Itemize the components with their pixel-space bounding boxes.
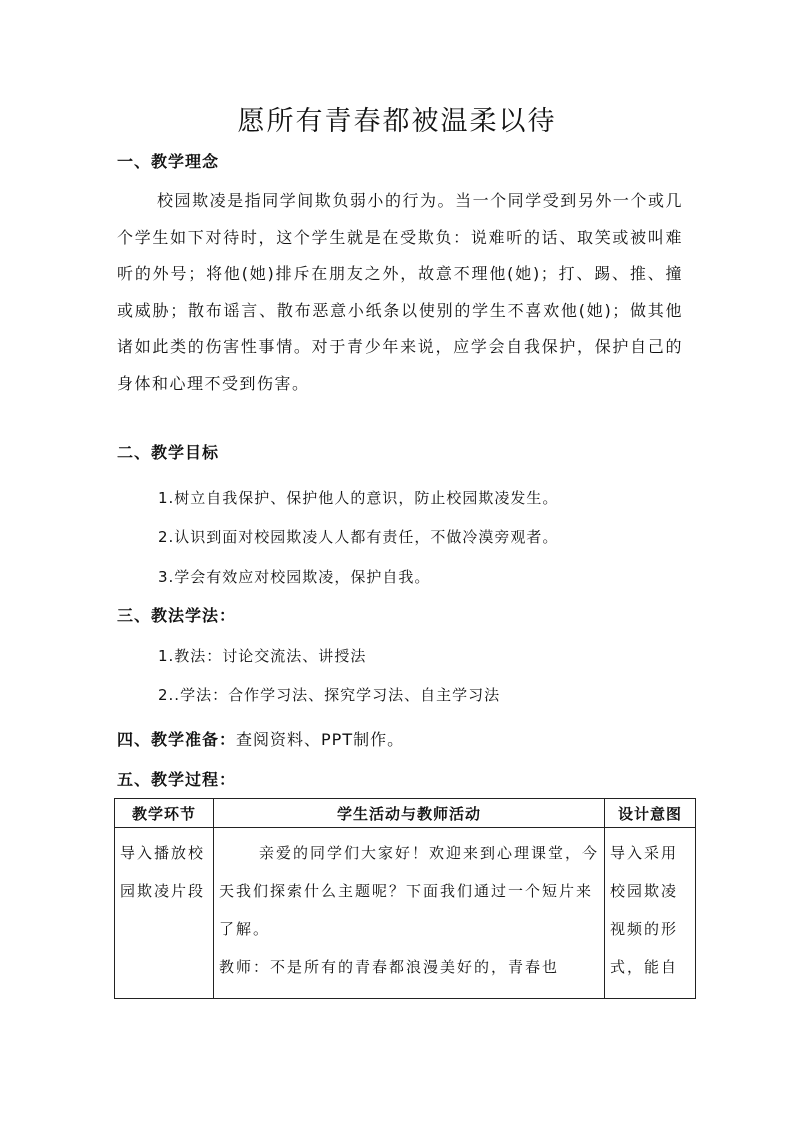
goal-item-3: 3.学会有效应对校园欺凌，保护自我。 <box>158 568 431 586</box>
header-stage: 教学环节 <box>115 799 214 828</box>
header-intent: 设计意图 <box>605 799 696 828</box>
activity-paragraph-1: 亲爱的同学们大家好！欢迎来到心理课堂，今天我们探索什么主题呢？下面我们通过一个短片来了解。 <box>219 844 600 938</box>
activity-paragraph-2: 教师：不是所有的青春都浪漫美好的，青春也 <box>219 958 560 976</box>
document-title: 愿所有青春都被温柔以待 <box>237 106 557 137</box>
goal-item-2: 2.认识到面对校园欺凌人人都有责任，不做冷漠旁观者。 <box>158 528 559 546</box>
method-item-2: 2..学法：合作学习法、探究学习法、自主学习法 <box>158 686 501 704</box>
teaching-philosophy-paragraph: 校园欺凌是指同学间欺负弱小的行为。当一个同学受到另外一个或几个学生如下对待时，这个学生就是在受欺负：说难听的话、取笑或被叫难听的外号；将他(她)排斥在朋友之外，故意不理他(她)；打、踢、推、撞或威胁；散布谣言、散布恶意小纸条以使别的学生不喜欢他(她)；做其他诸如此类的伤害性事情。对于青少年来说，应学会自我保护，保护自己的身体和心理不受到伤害。 <box>117 191 683 393</box>
cell-stage: 导入播放校园欺凌片段 <box>115 828 214 999</box>
table-row <box>115 828 696 999</box>
cell-intent: 导入采用校园欺凌视频的形式，能自 <box>605 828 696 999</box>
method-item-1: 1.教法：讨论交流法、讲授法 <box>158 647 367 665</box>
teaching-process-table <box>114 798 696 999</box>
cell-activity <box>214 828 605 999</box>
section-heading-methods: 三、教法学法： <box>117 606 237 625</box>
section-heading-teaching-goals: 二、教学目标 <box>117 443 220 462</box>
preparation-value: 查阅资料、PPT制作。 <box>236 730 405 749</box>
section-heading-preparation <box>117 727 404 750</box>
preparation-label: 四、教学准备： <box>117 730 237 749</box>
goal-item-1: 1.树立自我保护、保护他人的意识，防止校园欺凌发生。 <box>158 489 559 507</box>
section-heading-process: 五、教学过程： <box>117 770 237 789</box>
header-activity: 学生活动与教师活动 <box>214 799 605 828</box>
section-heading-teaching-philosophy: 一、教学理念 <box>117 152 220 171</box>
table-header-row <box>115 799 696 828</box>
